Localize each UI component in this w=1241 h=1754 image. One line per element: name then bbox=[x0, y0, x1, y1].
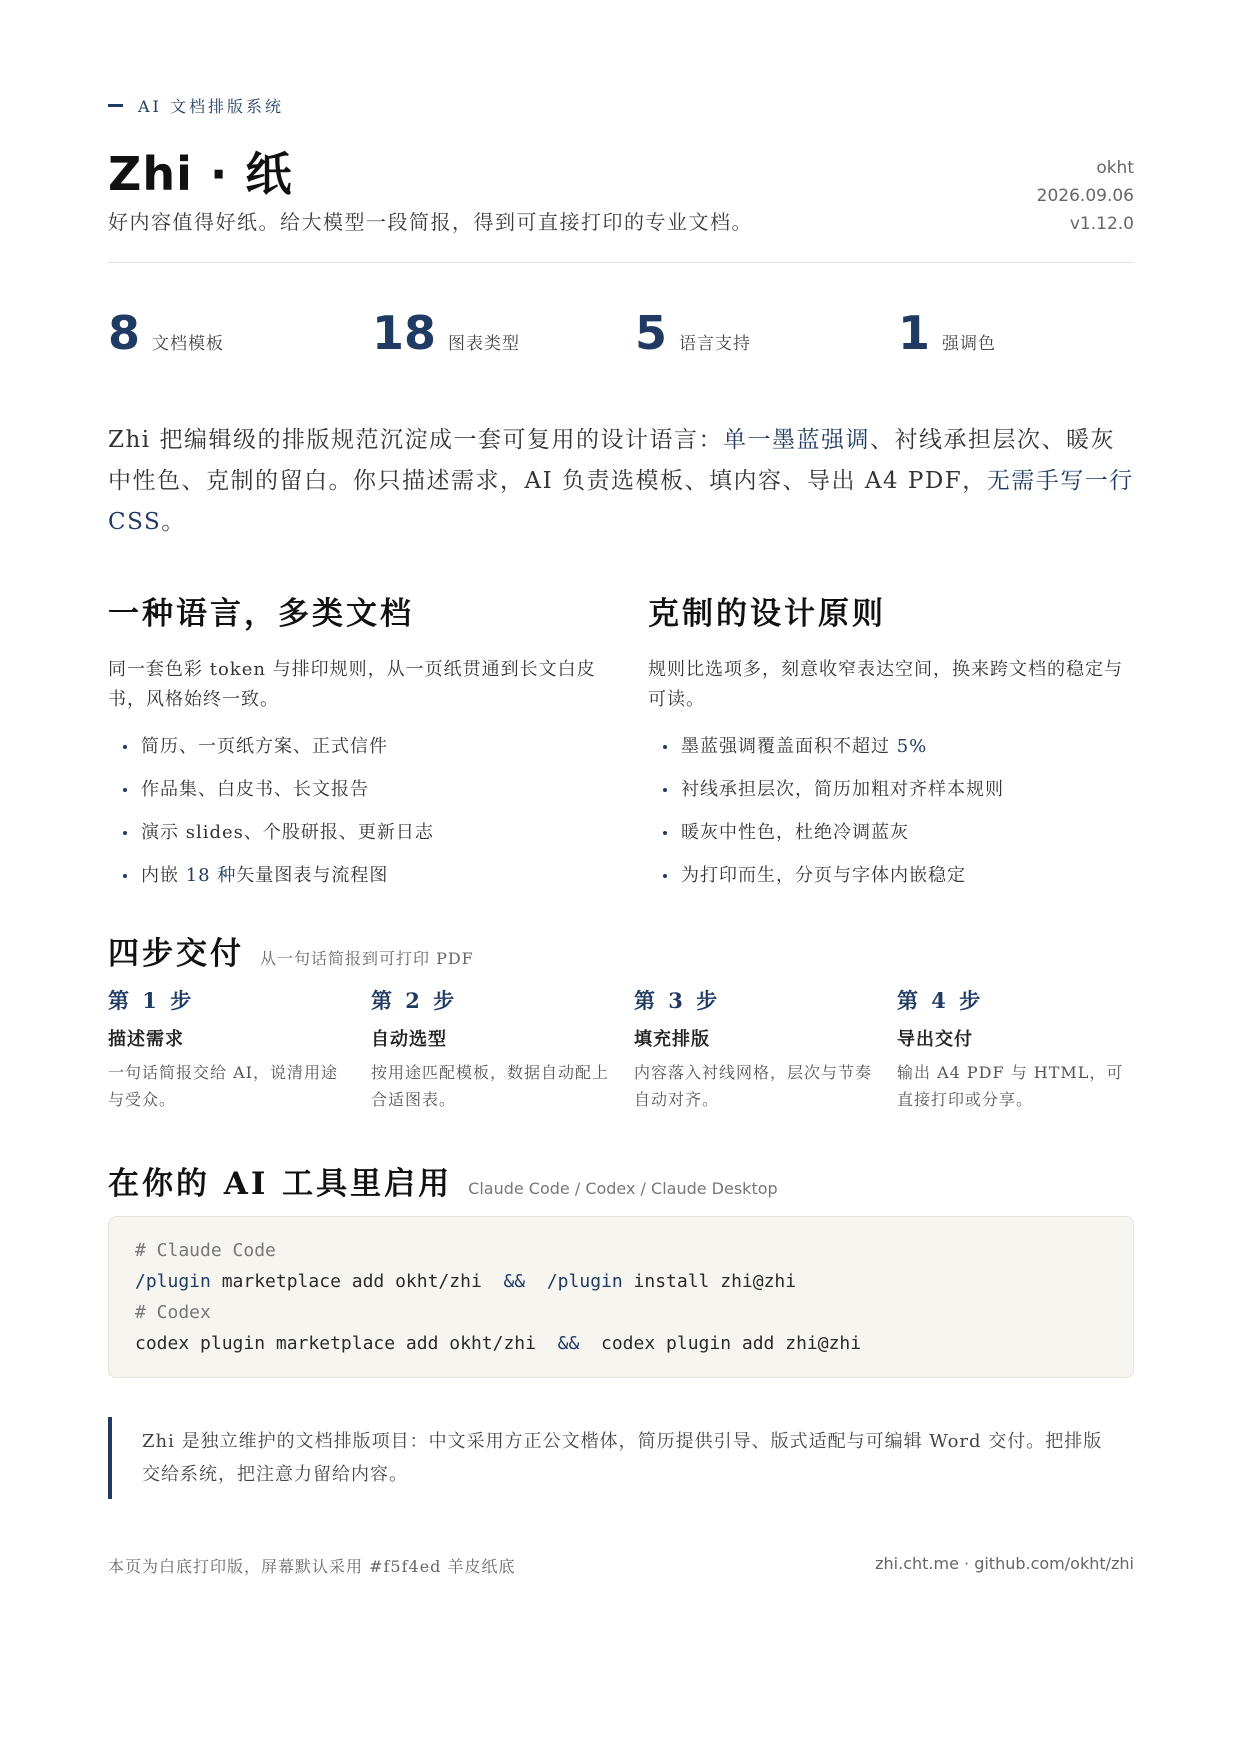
code-operator: && bbox=[557, 1333, 580, 1354]
step-description: 一句话简报交给 AI，说清用途与受众。 bbox=[108, 1063, 338, 1109]
steps-header bbox=[108, 928, 474, 973]
list-item bbox=[648, 725, 1138, 768]
code-block[interactable] bbox=[108, 1216, 1134, 1378]
intro-text: 。 bbox=[161, 509, 186, 535]
step-number: 第 4 步 bbox=[897, 988, 984, 1013]
code-text: codex plugin marketplace add okht/zhi bbox=[135, 1333, 558, 1354]
stat-accent bbox=[898, 307, 996, 359]
page-title: Zhi · 纸 bbox=[108, 147, 293, 201]
section-subheading: 从一句话简报到可打印 PDF bbox=[260, 949, 474, 968]
stats-row bbox=[108, 307, 1134, 367]
document-page bbox=[108, 0, 1134, 1754]
step-description: 按用途匹配模板，数据自动配上合适图表。 bbox=[371, 1063, 610, 1109]
code-text: install zhi@zhi bbox=[622, 1271, 797, 1292]
step-name: 描述需求 bbox=[108, 1029, 184, 1050]
step-number: 第 3 步 bbox=[634, 988, 721, 1013]
step-number: 第 2 步 bbox=[371, 988, 458, 1013]
stat-number: 1 bbox=[898, 306, 931, 360]
kicker-dash bbox=[108, 104, 123, 107]
bullet-dot bbox=[663, 831, 667, 835]
list-item bbox=[648, 768, 1138, 811]
list-item bbox=[108, 811, 598, 854]
kicker bbox=[108, 94, 284, 117]
section-heading: 一种语言，多类文档 bbox=[108, 596, 414, 632]
bullet-dot bbox=[663, 874, 667, 878]
bullet-dot bbox=[123, 831, 127, 835]
step-4 bbox=[897, 985, 1137, 1113]
list-item-text: 为打印而生，分页与字体内嵌稳定 bbox=[681, 865, 966, 886]
section-heading: 在你的 AI 工具里启用 bbox=[108, 1166, 453, 1202]
version: v1.12.0 bbox=[1069, 214, 1134, 234]
date: 2026.09.06 bbox=[1036, 186, 1134, 206]
stat-languages bbox=[635, 307, 751, 359]
list-item-text: 简历、一页纸方案、正式信件 bbox=[141, 736, 388, 757]
list-item bbox=[648, 854, 1138, 897]
step-description: 内容落入衬线网格，层次与节奏自动对齐。 bbox=[634, 1063, 873, 1109]
bullet-dot bbox=[123, 788, 127, 792]
section-subheading: Claude Code / Codex / Claude Desktop bbox=[468, 1179, 778, 1198]
tools-header bbox=[108, 1158, 778, 1203]
code-text: marketplace add okht/zhi bbox=[210, 1271, 504, 1292]
list-item-text: 矢量图表与流程图 bbox=[236, 865, 389, 886]
bullet-dot bbox=[663, 788, 667, 792]
section-design-principles bbox=[648, 588, 1138, 897]
stat-label: 图表类型 bbox=[448, 334, 521, 354]
step-description: 输出 A4 PDF 与 HTML，可直接打印或分享。 bbox=[897, 1063, 1124, 1109]
code-text: codex plugin add zhi@zhi bbox=[579, 1333, 862, 1354]
list-item-text: 墨蓝强调覆盖面积不超过 bbox=[681, 736, 897, 757]
list-item bbox=[648, 811, 1138, 854]
section-paragraph: 同一套色彩 token 与排印规则，从一页纸贯通到长文白皮书，风格始终一致。 bbox=[108, 659, 596, 710]
code-line bbox=[135, 1328, 1107, 1359]
bullet-dot bbox=[663, 745, 667, 749]
doc-meta bbox=[1037, 154, 1134, 238]
bullet-dot bbox=[123, 745, 127, 749]
kicker-text: AI 文档排版系统 bbox=[138, 97, 284, 116]
section-heading: 克制的设计原则 bbox=[648, 596, 886, 632]
section-heading: 四步交付 bbox=[108, 936, 244, 972]
list-item-text: 衬线承担层次，简历加粗对齐样本规则 bbox=[681, 779, 1004, 800]
step-3 bbox=[634, 985, 874, 1113]
callout-text: Zhi 是独立维护的文档排版项目：中文采用方正公文楷体，简历提供引导、版式适配与可编辑 Word 交付。把排版交给系统，把注意力留给内容。 bbox=[142, 1431, 1103, 1485]
step-number: 第 1 步 bbox=[108, 988, 195, 1013]
code-operator: && bbox=[503, 1271, 526, 1292]
section-one-language bbox=[108, 588, 598, 897]
list-item-text: 作品集、白皮书、长文报告 bbox=[141, 779, 369, 800]
bullet-list bbox=[648, 725, 1138, 897]
stat-number: 5 bbox=[635, 306, 668, 360]
step-name: 导出交付 bbox=[897, 1029, 973, 1050]
code-keyword: /plugin bbox=[135, 1271, 211, 1292]
intro-highlight: 无需手写一行 CSS bbox=[108, 468, 1134, 535]
stat-templates bbox=[108, 307, 224, 359]
stat-label: 语言支持 bbox=[679, 334, 752, 354]
list-item-text: 暖灰中性色，杜绝冷调蓝灰 bbox=[681, 822, 909, 843]
header-divider bbox=[108, 262, 1134, 263]
code-comment: # Codex bbox=[135, 1302, 211, 1323]
intro-text: 、衬线承担层次、暖灰中性色、克制的留白。你只描述需求，AI 负责选模板、填内容、导出 A4 PDF， bbox=[108, 427, 1115, 494]
callout-note bbox=[108, 1417, 1134, 1499]
list-item-text: 内嵌 bbox=[141, 865, 186, 886]
list-item bbox=[108, 854, 598, 897]
list-item bbox=[108, 768, 598, 811]
stat-label: 文档模板 bbox=[152, 334, 225, 354]
step-1 bbox=[108, 985, 348, 1113]
footer-links[interactable]: zhi.cht.me · github.com/okht/zhi bbox=[875, 1554, 1134, 1573]
bullet-list bbox=[108, 725, 598, 897]
intro-paragraph bbox=[108, 420, 1134, 543]
step-name: 自动选型 bbox=[371, 1029, 447, 1050]
stat-charts bbox=[372, 307, 520, 359]
stat-number: 18 bbox=[372, 306, 437, 360]
code-comment: # Claude Code bbox=[135, 1240, 276, 1261]
page-subtitle: 好内容值得好纸。给大模型一段简报，得到可直接打印的专业文档。 bbox=[108, 210, 753, 234]
bullet-dot bbox=[123, 874, 127, 878]
stat-label: 强调色 bbox=[942, 334, 997, 354]
author: okht bbox=[1096, 158, 1134, 178]
step-2 bbox=[371, 985, 611, 1113]
code-line bbox=[135, 1266, 1107, 1297]
list-item-highlight: 5% bbox=[896, 736, 928, 757]
list-item bbox=[108, 725, 598, 768]
intro-text: Zhi 把编辑级的排版规范沉淀成一套可复用的设计语言： bbox=[108, 427, 723, 453]
section-paragraph: 规则比选项多，刻意收窄表达空间，换来跨文档的稳定与可读。 bbox=[648, 659, 1123, 710]
list-item-text: 演示 slides、个股研报、更新日志 bbox=[141, 822, 434, 843]
stat-number: 8 bbox=[108, 306, 141, 360]
footer-note: 本页为白底打印版，屏幕默认采用 #f5f4ed 羊皮纸底 bbox=[108, 1557, 516, 1576]
list-item-highlight: 18 种 bbox=[185, 865, 237, 886]
code-text bbox=[525, 1271, 547, 1292]
code-keyword: /plugin bbox=[546, 1271, 623, 1292]
step-name: 填充排版 bbox=[634, 1029, 710, 1050]
intro-highlight: 单一墨蓝强调 bbox=[722, 427, 870, 453]
